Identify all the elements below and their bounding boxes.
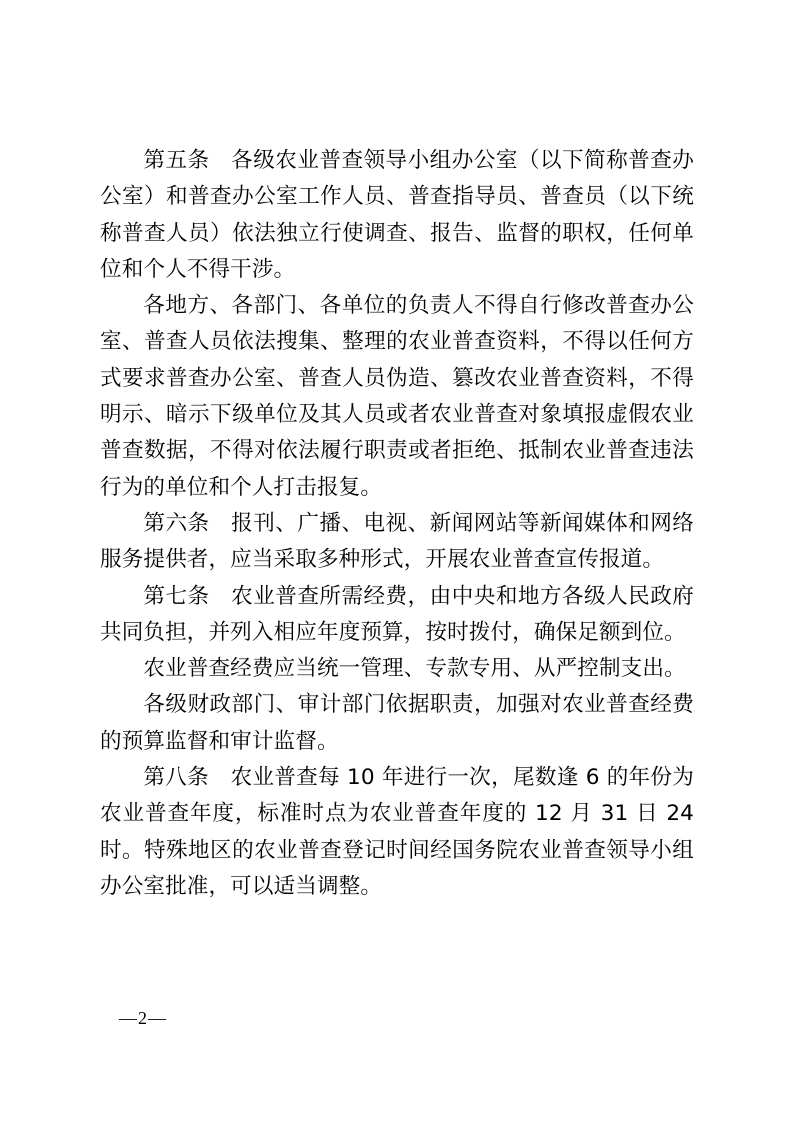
paragraph-text: 农业普查经费应当统一管理、专款专用、从严控制支出。 (143, 656, 686, 682)
article-7-paragraph-2 (100, 651, 694, 687)
article-6-paragraph (100, 506, 694, 579)
article-7-paragraph-3 (100, 687, 694, 760)
article-label: 第七条 (143, 583, 210, 609)
article-5-paragraph (100, 143, 694, 288)
paragraph-text: 农业普查所需经费，由中央和地方各级人民政府共同负担，并列入相应年度预算，按时拨付，确保足额到位。 (100, 583, 694, 645)
article-label: 第八条 (143, 765, 209, 791)
paragraph-text: 各地方、各部门、各单位的负责人不得自行修改普查办公室、普查人员依法搜集、整理的农业普查资料，不得以任何方式要求普查办公室、普查人员伪造、篡改农业普查资料，不得明示、暗示下级单位及其人员或者农业普查对象填报虚假农业普查数据，不得对依法履行职责或者拒绝、抵制农业普查违法行为的单位和个人打击报复。 (100, 293, 694, 500)
article-label: 第六条 (143, 510, 210, 536)
document-page-body (100, 143, 694, 905)
paragraph-text: 各级农业普查领导小组办公室（以下简称普查办公室）和普查办公室工作人员、普查指导员、普查员（以下统称普查人员）依法独立行使调查、报告、监督的职权，任何单位和个人不得干涉。 (100, 148, 694, 282)
article-label: 第五条 (143, 148, 210, 173)
article-7-paragraph (100, 579, 694, 652)
article-5-paragraph-2 (100, 288, 694, 506)
article-8-paragraph (100, 760, 694, 905)
paragraph-text: 农业普查每 10 年进行一次，尾数逢 6 的年份为农业普查年度，标准时点为农业普查年度的 12 月 31 日 24 时。特殊地区的农业普查登记时间经国务院农业普查领导小组办公室批准，可以适当调整。 (100, 765, 694, 899)
paragraph-text: 各级财政部门、审计部门依据职责，加强对农业普查经费的预算监督和审计监督。 (100, 692, 694, 754)
paragraph-text: 报刊、广播、电视、新闻网站等新闻媒体和网络服务提供者，应当采取多种形式，开展农业普查宣传报道。 (100, 510, 694, 573)
page-number: —2— (119, 1008, 167, 1028)
